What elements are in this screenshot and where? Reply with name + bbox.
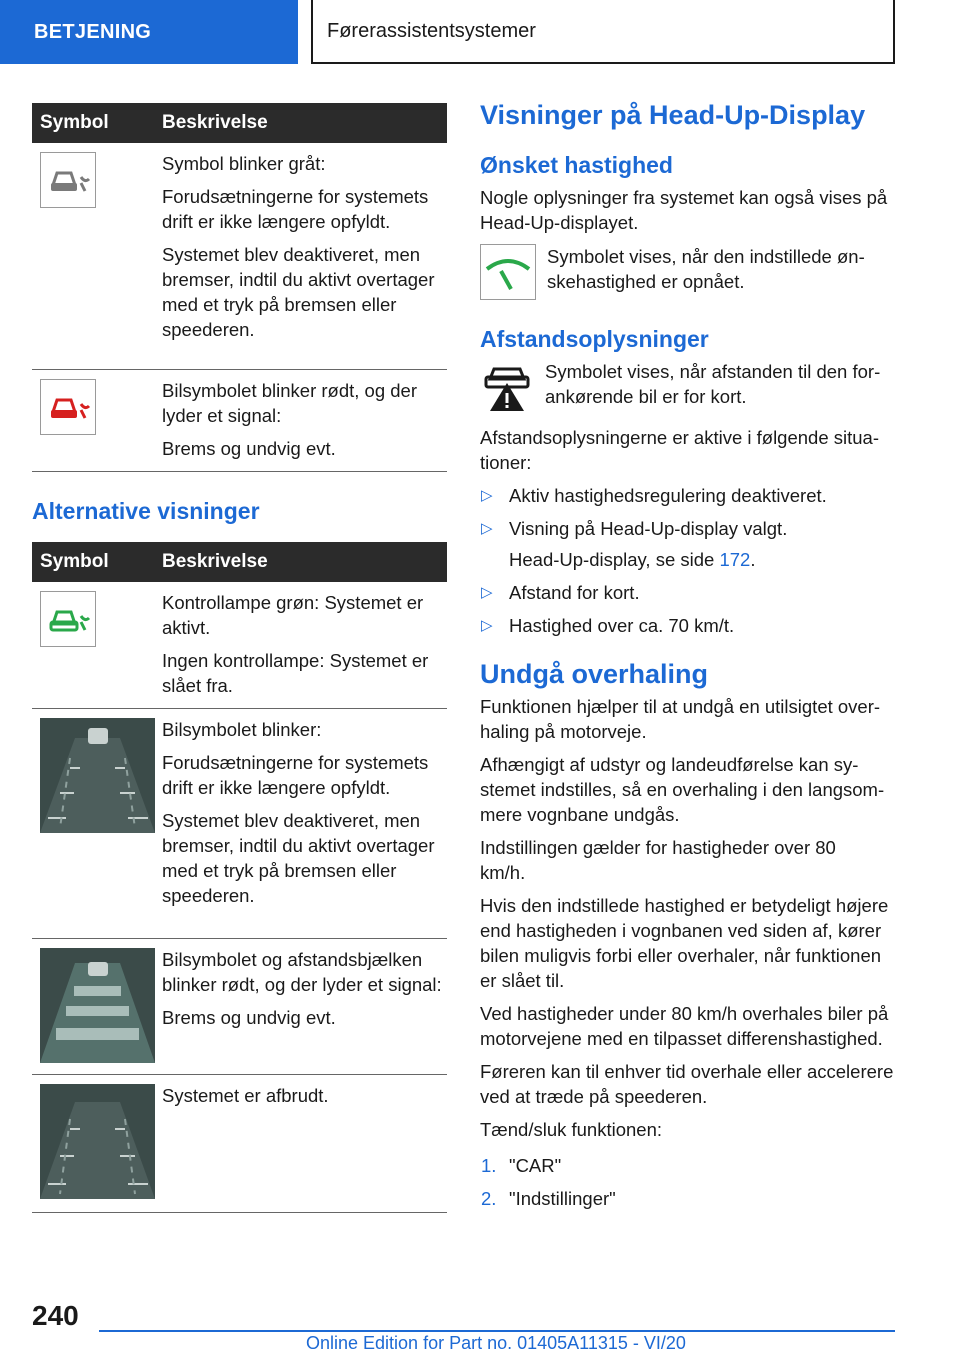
steps-list xyxy=(480,1153,898,1211)
distance-icon-row xyxy=(480,359,898,413)
car-distance-green-icon xyxy=(40,591,96,647)
list-item-text: Afstand for kort. xyxy=(509,582,640,603)
speed-intro: Nogle oplysninger fra systemet kan også vises på Head-Up-displayet. xyxy=(480,187,888,233)
list-item xyxy=(480,613,898,638)
speed-heading: Ønsket hastighed xyxy=(480,152,673,178)
chapter-tab xyxy=(311,0,895,64)
hud-title: Visninger på Head-Up-Display xyxy=(480,100,866,130)
description-line: Forudsætningerne for systemets drift er ikke længere opfyldt. xyxy=(162,752,429,798)
table-row xyxy=(32,143,447,370)
chapter-label: Førerassistentsystemer xyxy=(327,19,536,42)
distance-conditions-list xyxy=(480,483,898,638)
section-tab xyxy=(0,0,298,64)
hud-ref-suffix: . xyxy=(750,549,756,570)
list-item xyxy=(480,516,898,541)
overtake-title: Undgå overhaling xyxy=(480,659,709,689)
description-line: Brems og undvig evt. xyxy=(162,1007,336,1028)
description-line: Ingen kontrollampe: Systemet er slået fra. xyxy=(162,650,429,696)
col-header-symbol: Symbol xyxy=(32,103,162,143)
car-distance-red-icon xyxy=(40,379,96,435)
hud-interrupted-image xyxy=(40,1084,155,1199)
edition-text: Online Edition for Part no. 01405A11315 - VI/20 xyxy=(306,1333,686,1353)
table-row xyxy=(32,709,447,939)
list-item-text: Visning på Head-Up-display valgt. xyxy=(509,518,788,539)
col-header-symbol: Symbol xyxy=(32,542,162,582)
speed-icon-text: Symbolet vises, når den indstillede ønskehastighed er opnået. xyxy=(547,246,865,292)
description-line: Symbol blinker gråt: xyxy=(162,153,326,174)
set-speed-reached-icon xyxy=(480,244,536,300)
paragraph: Tænd/sluk funktionen: xyxy=(480,1119,663,1140)
paragraph: Funktionen hjælper til at undgå en utilsigtet overhaling på motorveje. xyxy=(480,696,881,742)
list-item xyxy=(480,483,898,508)
hud-car-flashing-image xyxy=(40,718,155,833)
paragraph: Indstillingen gælder for hastigheder over 80 km/h. xyxy=(480,837,836,883)
list-item xyxy=(480,1153,898,1178)
paragraph: Føreren kan til enhver tid overhale eller accelerere ved at træde på speederen. xyxy=(480,1061,894,1107)
description-line: Brems og undvig evt. xyxy=(162,438,336,459)
page-link-172[interactable]: 172 xyxy=(719,549,751,570)
description-line: Systemet blev deaktiveret, men bremser, indtil du aktivt overtager med et tryk på bremsen eller speederen. xyxy=(162,244,435,340)
list-item xyxy=(480,580,898,605)
page-number: 240 xyxy=(32,1300,79,1331)
triangle-bullet-icon: ▷ xyxy=(481,520,493,537)
description-line: Bilsymbolet blinker rødt, og der lyder et signal: xyxy=(162,380,417,426)
car-distance-gray-icon xyxy=(40,152,96,208)
left-column xyxy=(32,103,447,1213)
description-line: Bilsymbolet og afstandsbjælken blinker rødt, og der lyder et signal: xyxy=(162,949,442,995)
table-row xyxy=(32,370,447,472)
list-item xyxy=(480,1186,898,1211)
list-item-text: Hastighed over ca. 70 km/t. xyxy=(509,615,735,636)
table-row xyxy=(32,1075,447,1213)
right-column xyxy=(480,100,898,1211)
speed-icon-row xyxy=(480,244,898,300)
paragraph: Hvis den indstillede hastighed er betydeligt højere end hastigheden i vognbanen ved siden af, kører bilen muligvis forbi eller overhaler, når funktionen er slået til. xyxy=(480,895,889,991)
description-line: Systemet blev deaktiveret, men bremser, indtil du aktivt overtager med et tryk på bremsen eller speederen. xyxy=(162,810,435,906)
table-row xyxy=(32,939,447,1075)
paragraph: Afhængigt af udstyr og landeudførelse kan systemet indstilles, så en overhaling i den langsommere vognbane undgås. xyxy=(480,754,885,825)
description-line: Forudsætningerne for systemets drift er ikke længere opfyldt. xyxy=(162,186,429,232)
step-number: 2. xyxy=(481,1188,497,1209)
distance-warning-icon xyxy=(480,359,534,413)
description-line: Bilsymbolet blinker: xyxy=(162,719,322,740)
description-line: Systemet er afbrudt. xyxy=(162,1085,329,1106)
step-number: 1. xyxy=(481,1155,497,1176)
triangle-bullet-icon: ▷ xyxy=(481,487,493,504)
symbol-table-2 xyxy=(32,542,447,1213)
distance-icon-text: Symbolet vises, når afstanden til den forankørende bil er for kort. xyxy=(545,361,881,407)
description-line: Kontrollampe grøn: Systemet er aktivt. xyxy=(162,592,424,638)
triangle-bullet-icon: ▷ xyxy=(481,584,493,601)
list-item-text: Aktiv hastighedsregulering deaktiveret. xyxy=(509,485,827,506)
alternative-heading: Alternative visninger xyxy=(32,498,260,524)
step-label: "Indstillinger" xyxy=(509,1188,616,1209)
section-label: BETJENING xyxy=(34,20,152,43)
list-item xyxy=(480,547,898,572)
hud-ref-prefix: Head-Up-display, se side xyxy=(509,549,720,570)
symbol-table-1 xyxy=(32,103,447,472)
distance-heading: Afstandsoplysninger xyxy=(480,326,709,352)
table-row xyxy=(32,582,447,709)
col-header-description: Beskrivelse xyxy=(162,542,447,582)
col-header-description: Beskrivelse xyxy=(162,103,447,143)
footer-divider xyxy=(99,1330,895,1332)
distance-intro: Afstandsoplysningerne er aktive i følgende situationer: xyxy=(480,427,880,473)
paragraph: Ved hastigheder under 80 km/h overhales biler på motorvejene med en tilpasset differenshastighed. xyxy=(480,1003,889,1049)
step-label: "CAR" xyxy=(509,1155,562,1176)
triangle-bullet-icon: ▷ xyxy=(481,617,493,634)
hud-distance-bars-image xyxy=(40,948,155,1063)
